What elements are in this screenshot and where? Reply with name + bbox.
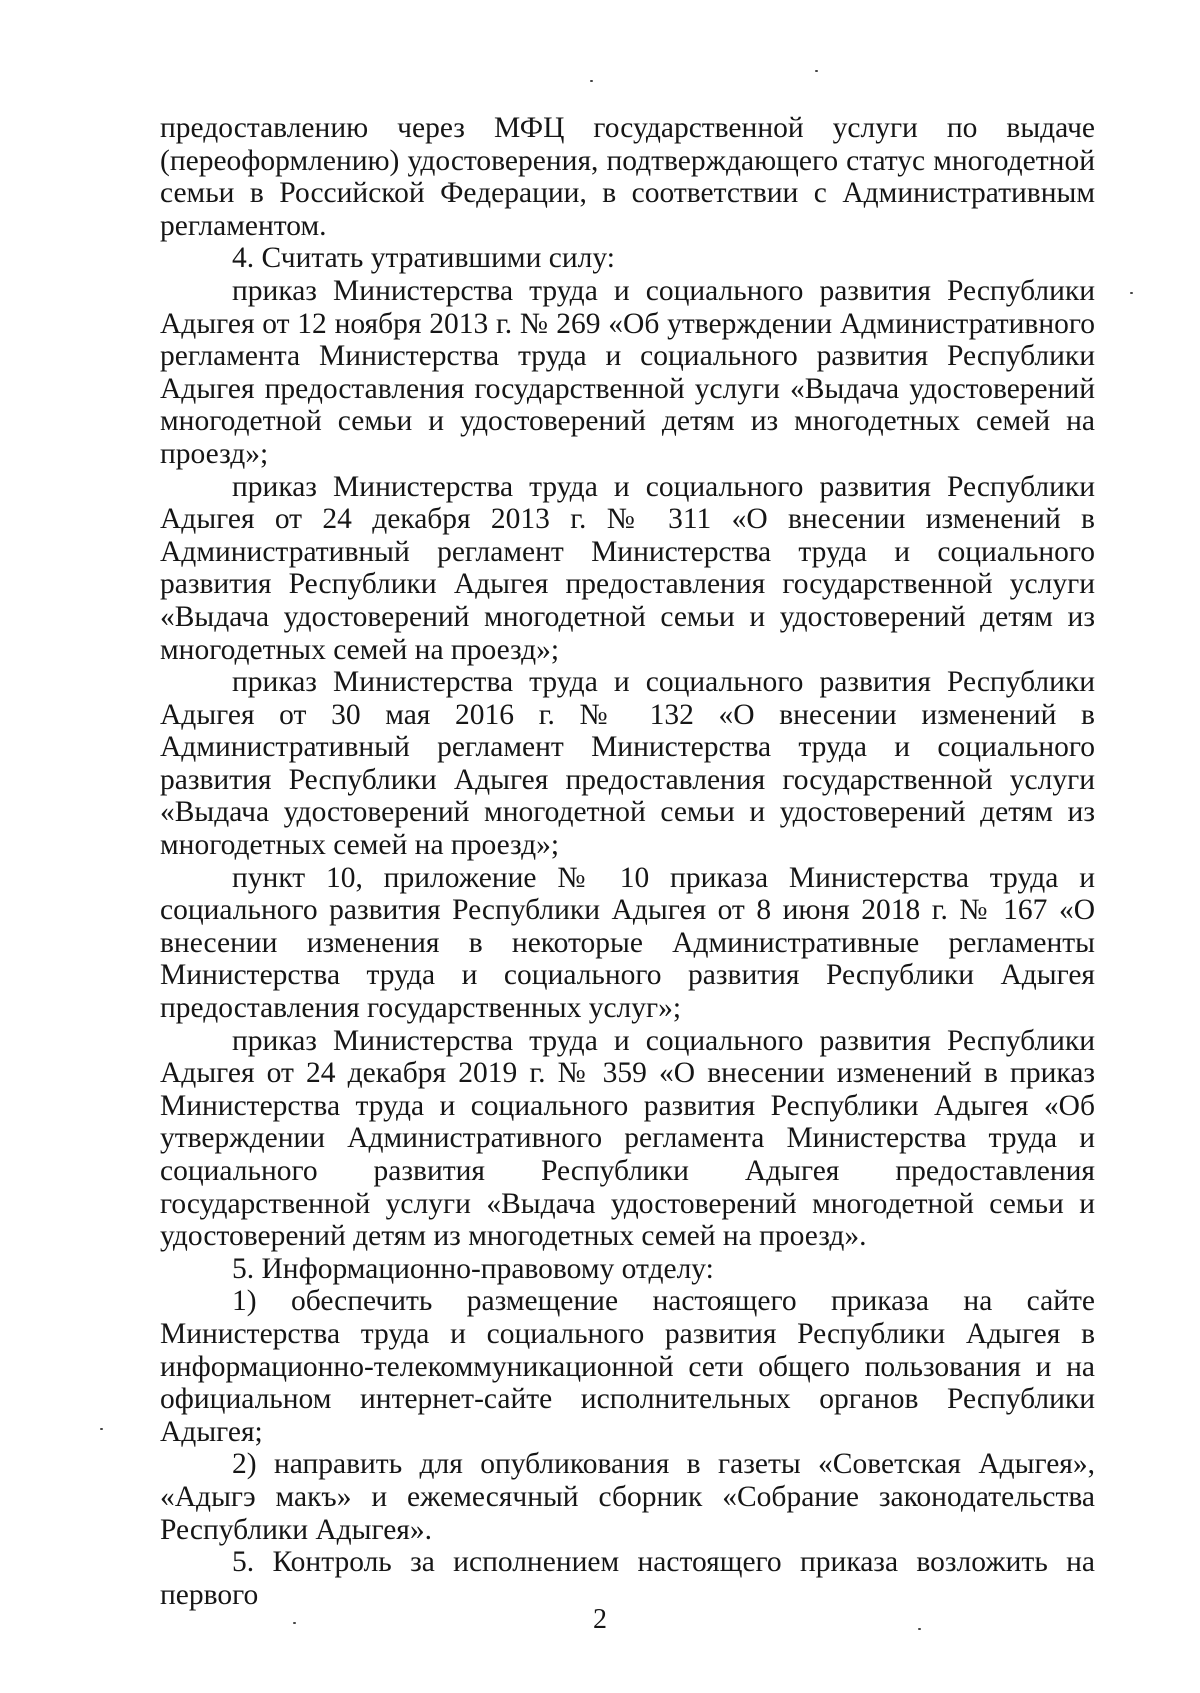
paragraph: предоставлению через МФЦ государственной услуги по выдаче (переоформлению) удостоверения, подтверждающего статус многодетной семьи в Российской Федерации, в соответствии с Административным регламентом.: [160, 112, 1095, 242]
scan-speck: [590, 80, 593, 82]
paragraph: 4. Считать утратившими силу:: [232, 242, 615, 275]
paragraph: 2) направить для опубликования в газеты «Советская Адыгея», «Адыгэ макъ» и ежемесячный сборник «Собрание законодательства Республики Адыгея».: [160, 1448, 1095, 1546]
page-number: 2: [593, 1604, 607, 1635]
paragraph: приказ Министерства труда и социального развития Республики Адыгея от 24 декабря 2013 г. № 311 «О внесении изменений в Административный регламент Министерства труда и социального развития Республики Адыгея предоставления государственной услуги «Выдача удостоверений многодетной семьи и удостоверений детям из многодетных семей на проезд»;: [160, 470, 1095, 666]
paragraph: пункт 10, приложение № 10 приказа Министерства труда и социального развития Республики Адыгея от 8 июня 2018 г. № 167 «О внесении изменения в некоторые Административные регламенты Министерства труда и социального развития Республики Адыгея предоставления государственных услуг»;: [160, 861, 1095, 1025]
scan-speck: [1130, 292, 1133, 294]
scan-speck: [815, 70, 818, 72]
paragraph: 5. Информационно-правовому отделу:: [232, 1252, 714, 1285]
paragraph: 5. Контроль за исполнением настоящего приказа возложить на первого: [160, 1546, 1095, 1611]
scan-speck: [100, 1428, 103, 1430]
paragraph: приказ Министерства труда и социального развития Республики Адыгея от 30 мая 2016 г. № 132 «О внесении изменений в Административный регламент Министерства труда и социального развития Республики Адыгея предоставления государственной услуги «Выдача удостоверений многодетной семьи и удостоверений детям из многодетных семей на проезд»;: [160, 666, 1095, 862]
paragraph: приказ Министерства труда и социального развития Республики Адыгея от 12 ноября 2013 г. № 269 «Об утверждении Административного регламента Министерства труда и социального развития Республики Адыгея предоставления государственной услуги «Выдача удостоверений многодетной семьи и удостоверений детям из многодетных семей на проезд»;: [160, 274, 1095, 470]
paragraph: приказ Министерства труда и социального развития Республики Адыгея от 24 декабря 2019 г. № 359 «О внесении изменений в приказ Министерства труда и социального развития Республики Адыгея «Об утверждении Административного регламента Министерства труда и социального развития Республики Адыгея предоставления государственной услуги «Выдача удостоверений многодетной семьи и удостоверений детям из многодетных семей на проезд».: [160, 1024, 1095, 1253]
document-body: [160, 112, 1095, 1611]
paragraph: 1) обеспечить размещение настоящего приказа на сайте Министерства труда и социального развития Республики Адыгея в информационно-телекоммуникационной сети общего пользования и на официальном интернет-сайте исполнительных органов Республики Адыгея;: [160, 1285, 1095, 1448]
